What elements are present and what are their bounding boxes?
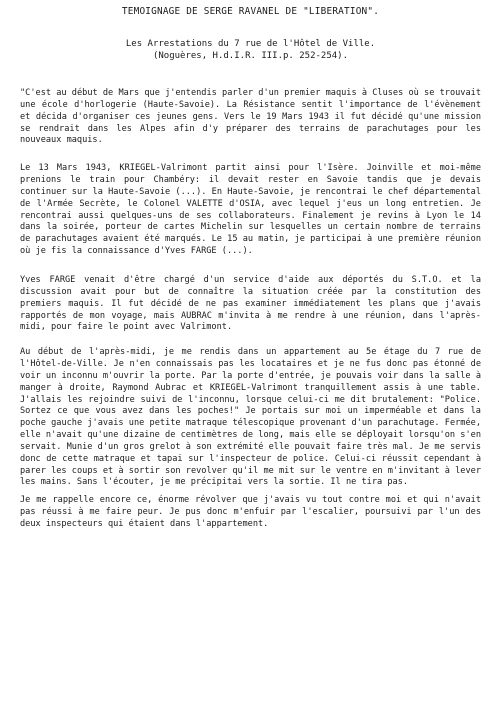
reference-heading: Les Arrestations du 7 rue de l'Hôtel de Ville. bbox=[125, 39, 376, 49]
paragraph-4: Au début de l'après-midi, je me rendis dans un appartement au 5e étage du 7 rue de l'Hôtel-de-Ville. Je n'en connaissais pas les locataires et je ne fus donc pas étonné de voir un inconnu m'ouvrir la porte. Par la porte d'entrée, je pouvais voir dans la salle à manger à droite, Raymond Aubrac et KRIEGEL-Valrimont tranquillement assis à une table. J'allais les rejoindre suivi de l'inconnu, lorsque celui-ci me dit brutalement: "Police. Sortez ce que vous avez dans les poches!" Je portais sur moi un imperméable et dans la poche gauche j'avais une petite matraque télescopique provenant d'un parachutage. Fermée, elle n'avait qu'une dizaine de centimètres de long, mais elle se déployait lorsqu'on s'en servait. Munie d'un gros grelot à son extrémité elle pouvait faire très mal. Je me servis donc de cette matraque et tapai sur l'inspecteur de police. Celui-ci réussit cependant à parer les coups et à sortir son revolver qu'il me mit sur le ventre en m'invitant à lever les mains. Sans l'écouter, je me précipitai vers la sortie. Il ne tira pas. bbox=[20, 347, 481, 488]
paragraph-5: Je me rappelle encore ce, énorme révolver que j'avais vu tout contre moi et qui n'avait pas réussi à me faire peur. Je pus donc m'enfuir par l'escalier, poursuivi par l'un des deux inspecteurs qui étaient dans l'appartement. bbox=[20, 495, 481, 529]
source-reference bbox=[20, 39, 481, 62]
paragraph-2: Le 13 Mars 1943, KRIEGEL-Valrimont partit ainsi pour l'Isère. Joinville et moi-même prenions le train pour Chambéry: il devait rester en Savoie tandis que je devais continuer sur la Haute-Savoie (...). En Haute-Savoie, je rencontrai le chef départemental de l'Armée Secrète, le Colonel VALETTE d'OSIA, avec lequel j'eus un long entretien. Je rencontrai aussi quelques-uns de ses collaborateurs. Finalement je revins à Lyon le 14 dans la soirée, porteur de cartes Michelin sur lesquelles un certain nombre de terrains de parachutages avaient été marqués. Le 15 au matin, je participai à une première réunion où je fis la connaissance d'Yves FARGE (...). bbox=[20, 163, 481, 257]
paragraph-1: "C'est au début de Mars que j'entendis parler d'un premier maquis à Cluses où se trouvait une école d'horlogerie (Haute-Savoie). La Résistance sentit l'importance de l'évènement et décida d'organiser ces jeunes gens. Vers le 19 Mars 1943 il fut décidé qu'une mission se rendrait dans les Alpes afin d'y préparer des terrains de parachutages pour les nouveaux maquis. bbox=[20, 88, 481, 146]
reference-citation: (Noguères, H.d.I.R. III.p. 252-254). bbox=[152, 50, 349, 61]
document-title: TEMOIGNAGE DE SERGE RAVANEL DE "LIBERATION". bbox=[121, 6, 380, 17]
paragraph-3: Yves FARGE venait d'être chargé d'un service d'aide aux déportés du S.T.O. et la discussion avait pour but de connaître la situation créée par la constitution des premiers maquis. Il fut décidé de ne pas examiner immédiatement les plans que j'avais rapportés de mon voyage, mais AUBRAC m'invita à me rendre à une réunion, dans l'après-midi, pour faire le point avec Valrimont. bbox=[20, 274, 481, 333]
